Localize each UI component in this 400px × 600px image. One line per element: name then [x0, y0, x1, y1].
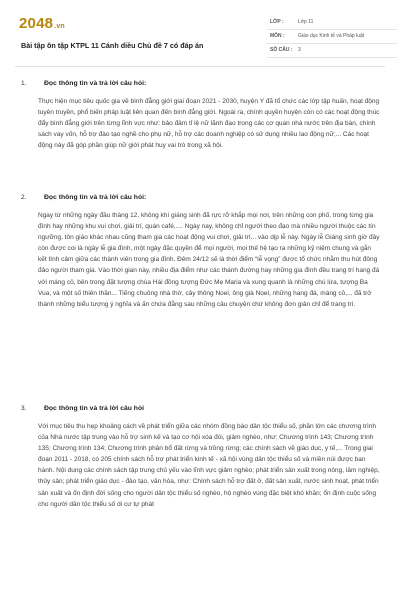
- logo-domain: .vn: [54, 23, 65, 30]
- meta-key: MÔN :: [270, 33, 285, 39]
- question-header: [15, 194, 385, 206]
- meta-value: Lớp 11: [298, 19, 314, 25]
- question-3: [15, 405, 385, 508]
- question-header: [15, 80, 385, 92]
- question-text: Ngay từ những ngày đầu tháng 12, không khí giáng sinh đã rực rỡ khắp mọi nơi, trên những con phố, trong từng gia đình hay những khu vui chơi, giải trí, quán café,.... Ngày nay, không chỉ người theo đạo mà nhiều người thuộc các tín ngưỡng, tôn giáo khác nhau cũng tham gia các hoạt động vui chơi, giải trí... vào dịp lễ này. Ngày lễ Giáng sinh giờ đây còn được coi là ngày lễ gia đình, một ngày đặc quyền để mọi người, mọi thế hệ tạo ra những kỷ niệm chung và gắn kết tình cảm giữa các thành viên trong gia đình. Đêm 24/12 sẽ là thời điểm “lễ vọng” được tổ chức nhằm thu hút đông đảo người tham gia. Vào thời gian này, nhiều địa điểm như các thánh đường hay những gia đình đều trang trí hang đá với máng cỏ, bên trong đặt tượng chúa Hài đồng tượng Đức Mẹ Maria và xung quanh là những chú lừa, tượng Ba Vua, và một số thiên thần... Tiếng chuông nhà thờ, cây thông Noel, ông già Noel, những hang đá, máng cỏ,... đã trở thành những biểu tượng ý nghĩa và ấn chứa đằng sau những câu chuyện chứ không đơn giản chỉ để trang trí.: [38, 212, 380, 308]
- meta-key: SỐ CÂU :: [270, 47, 293, 53]
- meta-key: LỚP :: [270, 19, 284, 25]
- question-label: Đọc thông tin và trả lời câu hỏi:: [44, 80, 147, 87]
- meta-value: 3: [298, 47, 301, 53]
- question-text: Với mục tiêu thu hẹp khoảng cách về phát triển giữa các nhóm đồng bào dân tộc thiểu số, phần lớn các chương trình của Nhà nước tập trung vào hỗ trợ sinh kế và tạo cơ hội xóa đói, giảm nghèo, như: Chương trình 143; Chương trình 135; Chương trình 134; Chương trình phân bổ đất rừng và trồng rừng; các chính sách về giáo dục, y tế,... Trong giai đoạn 2011 - 2018, có 205 chính sách hỗ trợ phát triển kinh tế - xã hội vùng dân tộc thiểu số và miền núi được ban hành. Nội dung các chính sách tập trung chủ yếu vào lĩnh vực giảm nghèo; phát triển sản xuất trong nông, lâm nghiệp, thủy sản; phát triển giáo dục - đào tạo, văn hóa, như: Chính sách hỗ trợ đất ở, đất sản xuất, nước sinh hoạt, phát triển sản xuất và ổn định đời sống cho người dân tộc thiểu số nghèo, hộ nghèo vùng đặc biệt khó khăn; ổn định cuộc sống cho người dân tộc thiểu số di cư tự phát: [38, 423, 380, 508]
- question-number: 2.: [21, 194, 27, 201]
- question-number: 3.: [21, 405, 27, 412]
- question-label: Đọc thông tin và trả lời câu hỏi:: [44, 194, 147, 201]
- site-logo[interactable]: [19, 15, 65, 32]
- question-number: 1.: [21, 80, 27, 87]
- question-1: [15, 80, 385, 150]
- question-text: Thực hiện mục tiêu quốc gia về bình đẳng giới giai đoạn 2021 - 2030, huyện Y đã tổ chức các lớp tập huấn, hoạt động tuyên truyền, phổ biến pháp luật liên quan đến bình đẳng giới. Ngoài ra, chính quyền huyện còn có các hoạt động thúc đẩy bình đẳng giới trên từng lĩnh vực như: bảo đảm tỉ lệ nữ lãnh đạo trong các cơ quan nhà nước trên địa bàn, chính sách vay vốn, hỗ trợ đào tạo nghề cho phụ nữ, hỗ trợ các doanh nghiệp có sử dụng nhiều lao động nữ;... Các hoạt động này đã góp phần giúp nữ giới phát huy vai trò trong xã hội.: [38, 98, 380, 150]
- header: [15, 13, 385, 58]
- meta-value: Giáo dục Kinh tế và Pháp luật: [298, 33, 365, 39]
- question-2: [15, 194, 385, 308]
- question-label: Đọc thông tin và trả lời câu hỏi: [44, 405, 144, 412]
- page-title: Bài tập ôn tập KTPL 11 Cánh diều Chủ đề 7 có đáp án: [21, 41, 204, 50]
- meta-row-class: [267, 16, 397, 30]
- question-header: [15, 405, 385, 417]
- document-meta: [267, 16, 397, 58]
- meta-row-subject: [267, 30, 397, 44]
- meta-row-count: [267, 44, 397, 58]
- header-divider: [15, 66, 385, 67]
- logo-text: 2048: [19, 15, 54, 32]
